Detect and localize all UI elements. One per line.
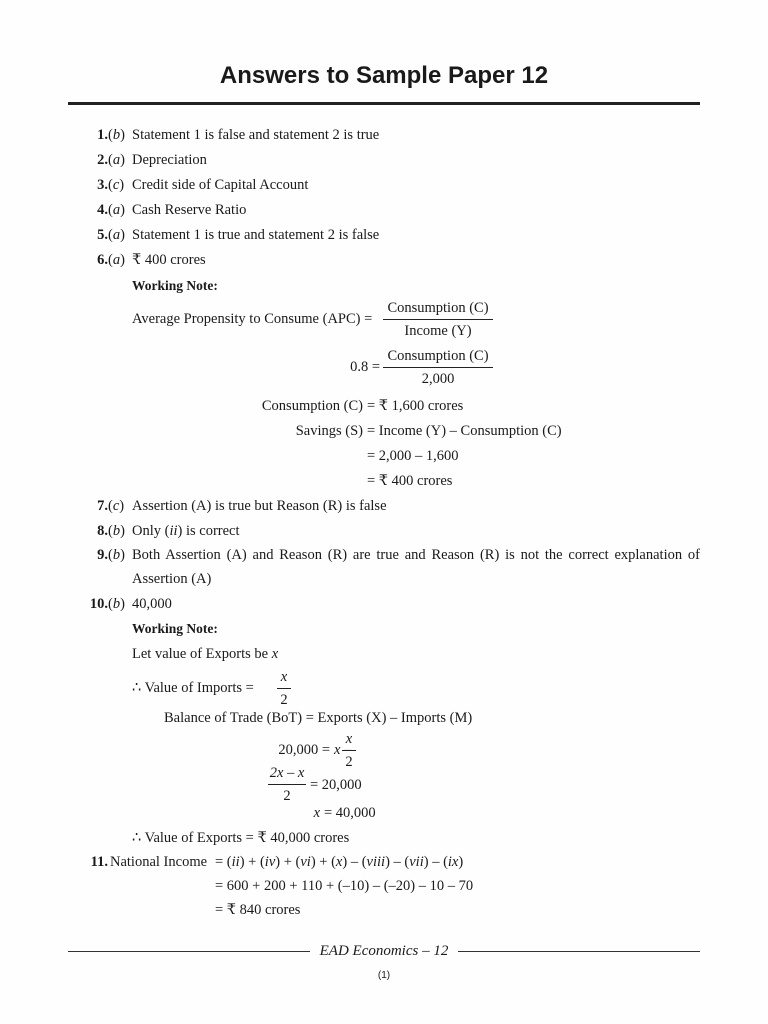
answer-option: (b) — [108, 523, 125, 539]
item-numeral: viii — [366, 854, 386, 870]
x-half-fraction — [342, 730, 356, 771]
fraction-bar — [383, 367, 493, 368]
answer-text: Cash Reserve Ratio — [132, 202, 247, 218]
answer-text: Only (ii) is correct — [132, 523, 240, 539]
national-income-step: = 600 + 200 + 110 + (–10) – (–20) – 10 – 70 — [215, 878, 474, 894]
formula-operator: ) – ( — [423, 854, 448, 870]
page-number: (1) — [377, 970, 391, 981]
answer-option: (a) — [108, 227, 125, 243]
formula-operator: ) – ( — [385, 854, 410, 870]
answer-text: Statement 1 is true and statement 2 is false — [132, 227, 380, 243]
working-note-label: Working Note: — [132, 621, 218, 636]
x-variable: x — [313, 805, 320, 821]
answer-text: ₹ 400 crores — [132, 252, 206, 268]
apc-fraction — [383, 299, 493, 340]
page-title: Answers to Sample Paper 12 — [219, 62, 549, 89]
answer-text: Assertion (A) is true but Reason (R) is false — [132, 498, 387, 514]
x-value: = 40,000 — [324, 805, 376, 821]
answer-text: Statement 1 is false and statement 2 is true — [132, 127, 380, 143]
item-numeral: vi — [300, 854, 311, 870]
item-numeral: ix — [447, 854, 459, 870]
formula-operator: ) + ( — [275, 854, 301, 870]
answer-option: (b) — [108, 547, 125, 563]
exports-result: ∴ Value of Exports = ₹ 40,000 crores — [132, 830, 350, 846]
answer-option: (c) — [108, 498, 125, 514]
answer-number: 3. — [97, 177, 108, 193]
working-note-label: Working Note: — [132, 278, 218, 293]
answer-number: 4. — [97, 202, 108, 218]
answer-option: (a) — [108, 152, 125, 168]
national-income-result: = ₹ 840 crores — [215, 902, 301, 918]
consumption-fraction — [383, 347, 493, 388]
answer-number: 10. — [89, 596, 108, 612]
savings-formula: = Income (Y) – Consumption (C) — [367, 423, 562, 439]
item-numeral: iv — [264, 854, 276, 870]
answer-text: Credit side of Capital Account — [132, 177, 309, 193]
title-rule — [68, 102, 700, 105]
answer-option: (c) — [108, 177, 125, 193]
item-numeral: ii — [231, 854, 240, 870]
apc-formula-lhs: Average Propensity to Consume (APC) = — [132, 311, 373, 327]
fraction-bar — [268, 784, 306, 785]
answer-number: 9. — [97, 547, 108, 563]
consumption-label: Consumption (C) — [261, 398, 363, 414]
answer-option: (b) — [108, 596, 125, 612]
answer-option: (a) — [108, 252, 125, 268]
fraction-numerator: x — [280, 669, 288, 685]
answer-option: (b) — [108, 127, 125, 143]
fraction-bar — [277, 688, 291, 689]
formula-operator: ) – ( — [342, 854, 367, 870]
apc-value-lhs: 0.8 = — [350, 359, 380, 375]
fraction-bar — [342, 750, 356, 751]
imports-lhs: ∴ Value of Imports = — [132, 680, 254, 696]
savings-label: Savings (S) — [295, 423, 363, 439]
fraction-denominator: 2 — [283, 788, 291, 804]
answer-number: 5. — [97, 227, 108, 243]
fraction-denominator: Income (Y) — [404, 323, 472, 339]
answer-number: 6. — [97, 252, 108, 268]
savings-result: = ₹ 400 crores — [367, 473, 453, 489]
fraction-denominator: 2 — [280, 692, 288, 708]
national-income-formula — [215, 853, 463, 871]
fraction-numerator: 2x – x — [269, 765, 305, 781]
fraction-denominator: 2 — [345, 754, 353, 770]
answer-text: Depreciation — [132, 152, 207, 168]
answer-number: 1. — [97, 127, 108, 143]
answer-number: 7. — [97, 498, 108, 514]
formula-operator: ) + ( — [310, 854, 336, 870]
bot-value-rhs: x — [334, 742, 341, 758]
savings-step: = 2,000 – 1,600 — [367, 448, 459, 464]
answer-option: (a) — [108, 202, 125, 218]
answer-text: Both Assertion (A) and Reason (R) are true and Reason (R) is not the correct explanation of — [132, 547, 700, 563]
fraction-numerator: Consumption (C) — [387, 348, 489, 364]
item-numeral: vii — [409, 854, 424, 870]
item-numeral: x — [335, 854, 343, 870]
answer-number: 2. — [97, 152, 108, 168]
simplify-fraction — [268, 764, 306, 805]
bot-formula: Balance of Trade (BoT) = Exports (X) – Imports (M) — [164, 710, 473, 726]
national-income-label: National Income — [110, 854, 208, 870]
footer-title: EAD Economics – 12 — [314, 943, 455, 959]
answer-text-continued: Assertion (A) — [132, 571, 212, 587]
simplify-rhs: = 20,000 — [310, 777, 362, 793]
answer-number: 8. — [97, 523, 108, 539]
bot-value-lhs: 20,000 = — [278, 742, 330, 758]
formula-operator: = ( — [215, 854, 232, 870]
answer-text: 40,000 — [132, 596, 172, 612]
formula-operator: ) — [458, 854, 464, 870]
fraction-bar — [383, 319, 493, 320]
let-exports-line: Let value of Exports be x — [132, 646, 279, 662]
fraction-numerator: x — [345, 731, 353, 747]
fraction-numerator: Consumption (C) — [387, 300, 489, 316]
answer-number: 11. — [90, 854, 108, 870]
fraction-denominator: 2,000 — [421, 371, 455, 387]
formula-operator: ) + ( — [239, 854, 265, 870]
imports-fraction — [277, 668, 291, 709]
consumption-value: = ₹ 1,600 crores — [367, 398, 464, 414]
